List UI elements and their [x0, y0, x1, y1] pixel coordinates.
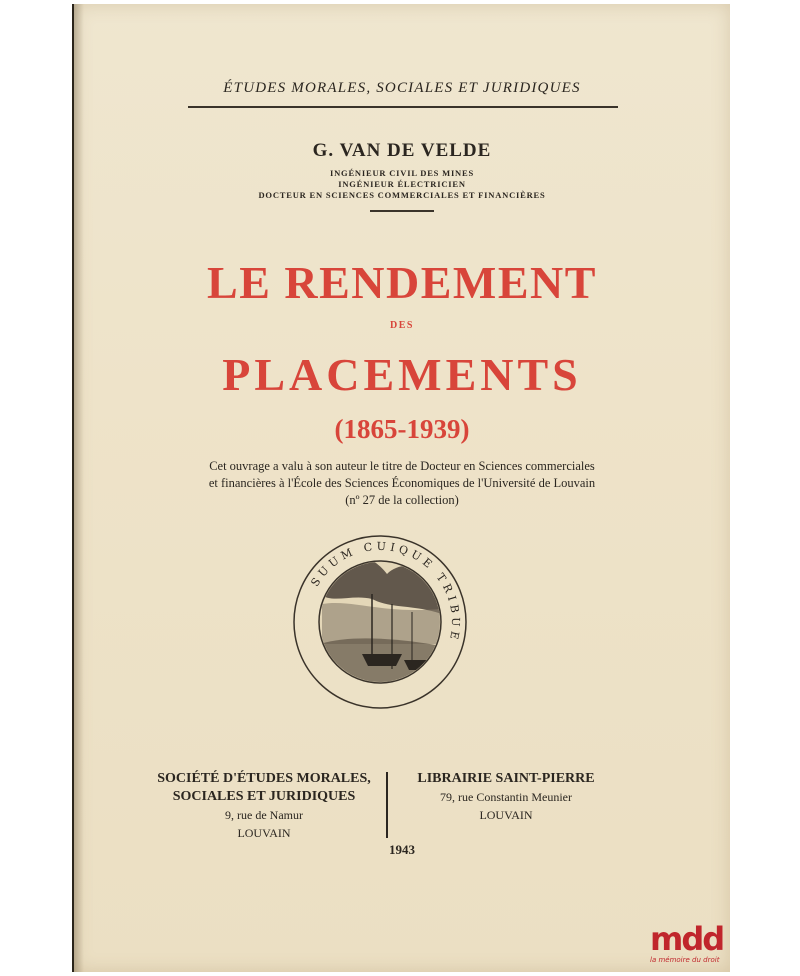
title-line-2: PLACEMENTS	[222, 349, 582, 400]
publisher-seal	[292, 534, 468, 710]
logo-mark: mdd	[650, 920, 724, 958]
publisher-left-address: 9, rue de Namur	[225, 808, 303, 822]
publication-year: 1943	[389, 842, 415, 857]
series-title: ÉTUDES MORALES, SOCIALES ET JURIDIQUES	[223, 80, 581, 96]
watermark-logo	[650, 922, 730, 964]
publisher-right-line: LIBRAIRIE SAINT-PIERRE	[417, 771, 595, 786]
author-credential: INGÉNIEUR CIVIL DES MINES	[330, 168, 474, 178]
title-connector: DES	[390, 320, 414, 331]
description-line: Cet ouvrage a valu à son auteur le titre de Docteur en Sciences commerciales	[209, 459, 595, 473]
publisher-left-city: LOUVAIN	[237, 826, 291, 840]
publisher-right-city: LOUVAIN	[479, 808, 533, 822]
series-rule	[188, 106, 618, 108]
publisher-left	[144, 770, 384, 842]
author-name: G. VAN DE VELDE	[312, 140, 492, 161]
publisher-right-address: 79, rue Constantin Meunier	[440, 790, 572, 804]
seal-motto: SUUM CUIQUE TRIBUE	[308, 539, 463, 645]
publisher-left-line: SOCIALES ET JURIDIQUES	[172, 789, 356, 804]
title-line-1: LE RENDEMENT	[207, 257, 597, 308]
publisher-right	[406, 770, 606, 824]
publisher-divider	[386, 772, 388, 838]
description-line: et financières à l'École des Sciences Économiques de l'Université de Louvain	[208, 476, 596, 490]
logo-tagline: la mémoire du droit	[650, 956, 720, 964]
book-cover	[72, 4, 730, 972]
publisher-left-line: SOCIÉTÉ D'ÉTUDES MORALES,	[157, 771, 371, 786]
author-credential: DOCTEUR EN SCIENCES COMMERCIALES ET FINANCIÈRES	[258, 190, 546, 200]
author-rule	[370, 210, 434, 212]
title-years: (1865-1939)	[334, 414, 470, 444]
description-line: (nº 27 de la collection)	[345, 493, 459, 507]
author-credential: INGÉNIEUR ÉLECTRICIEN	[338, 179, 466, 189]
